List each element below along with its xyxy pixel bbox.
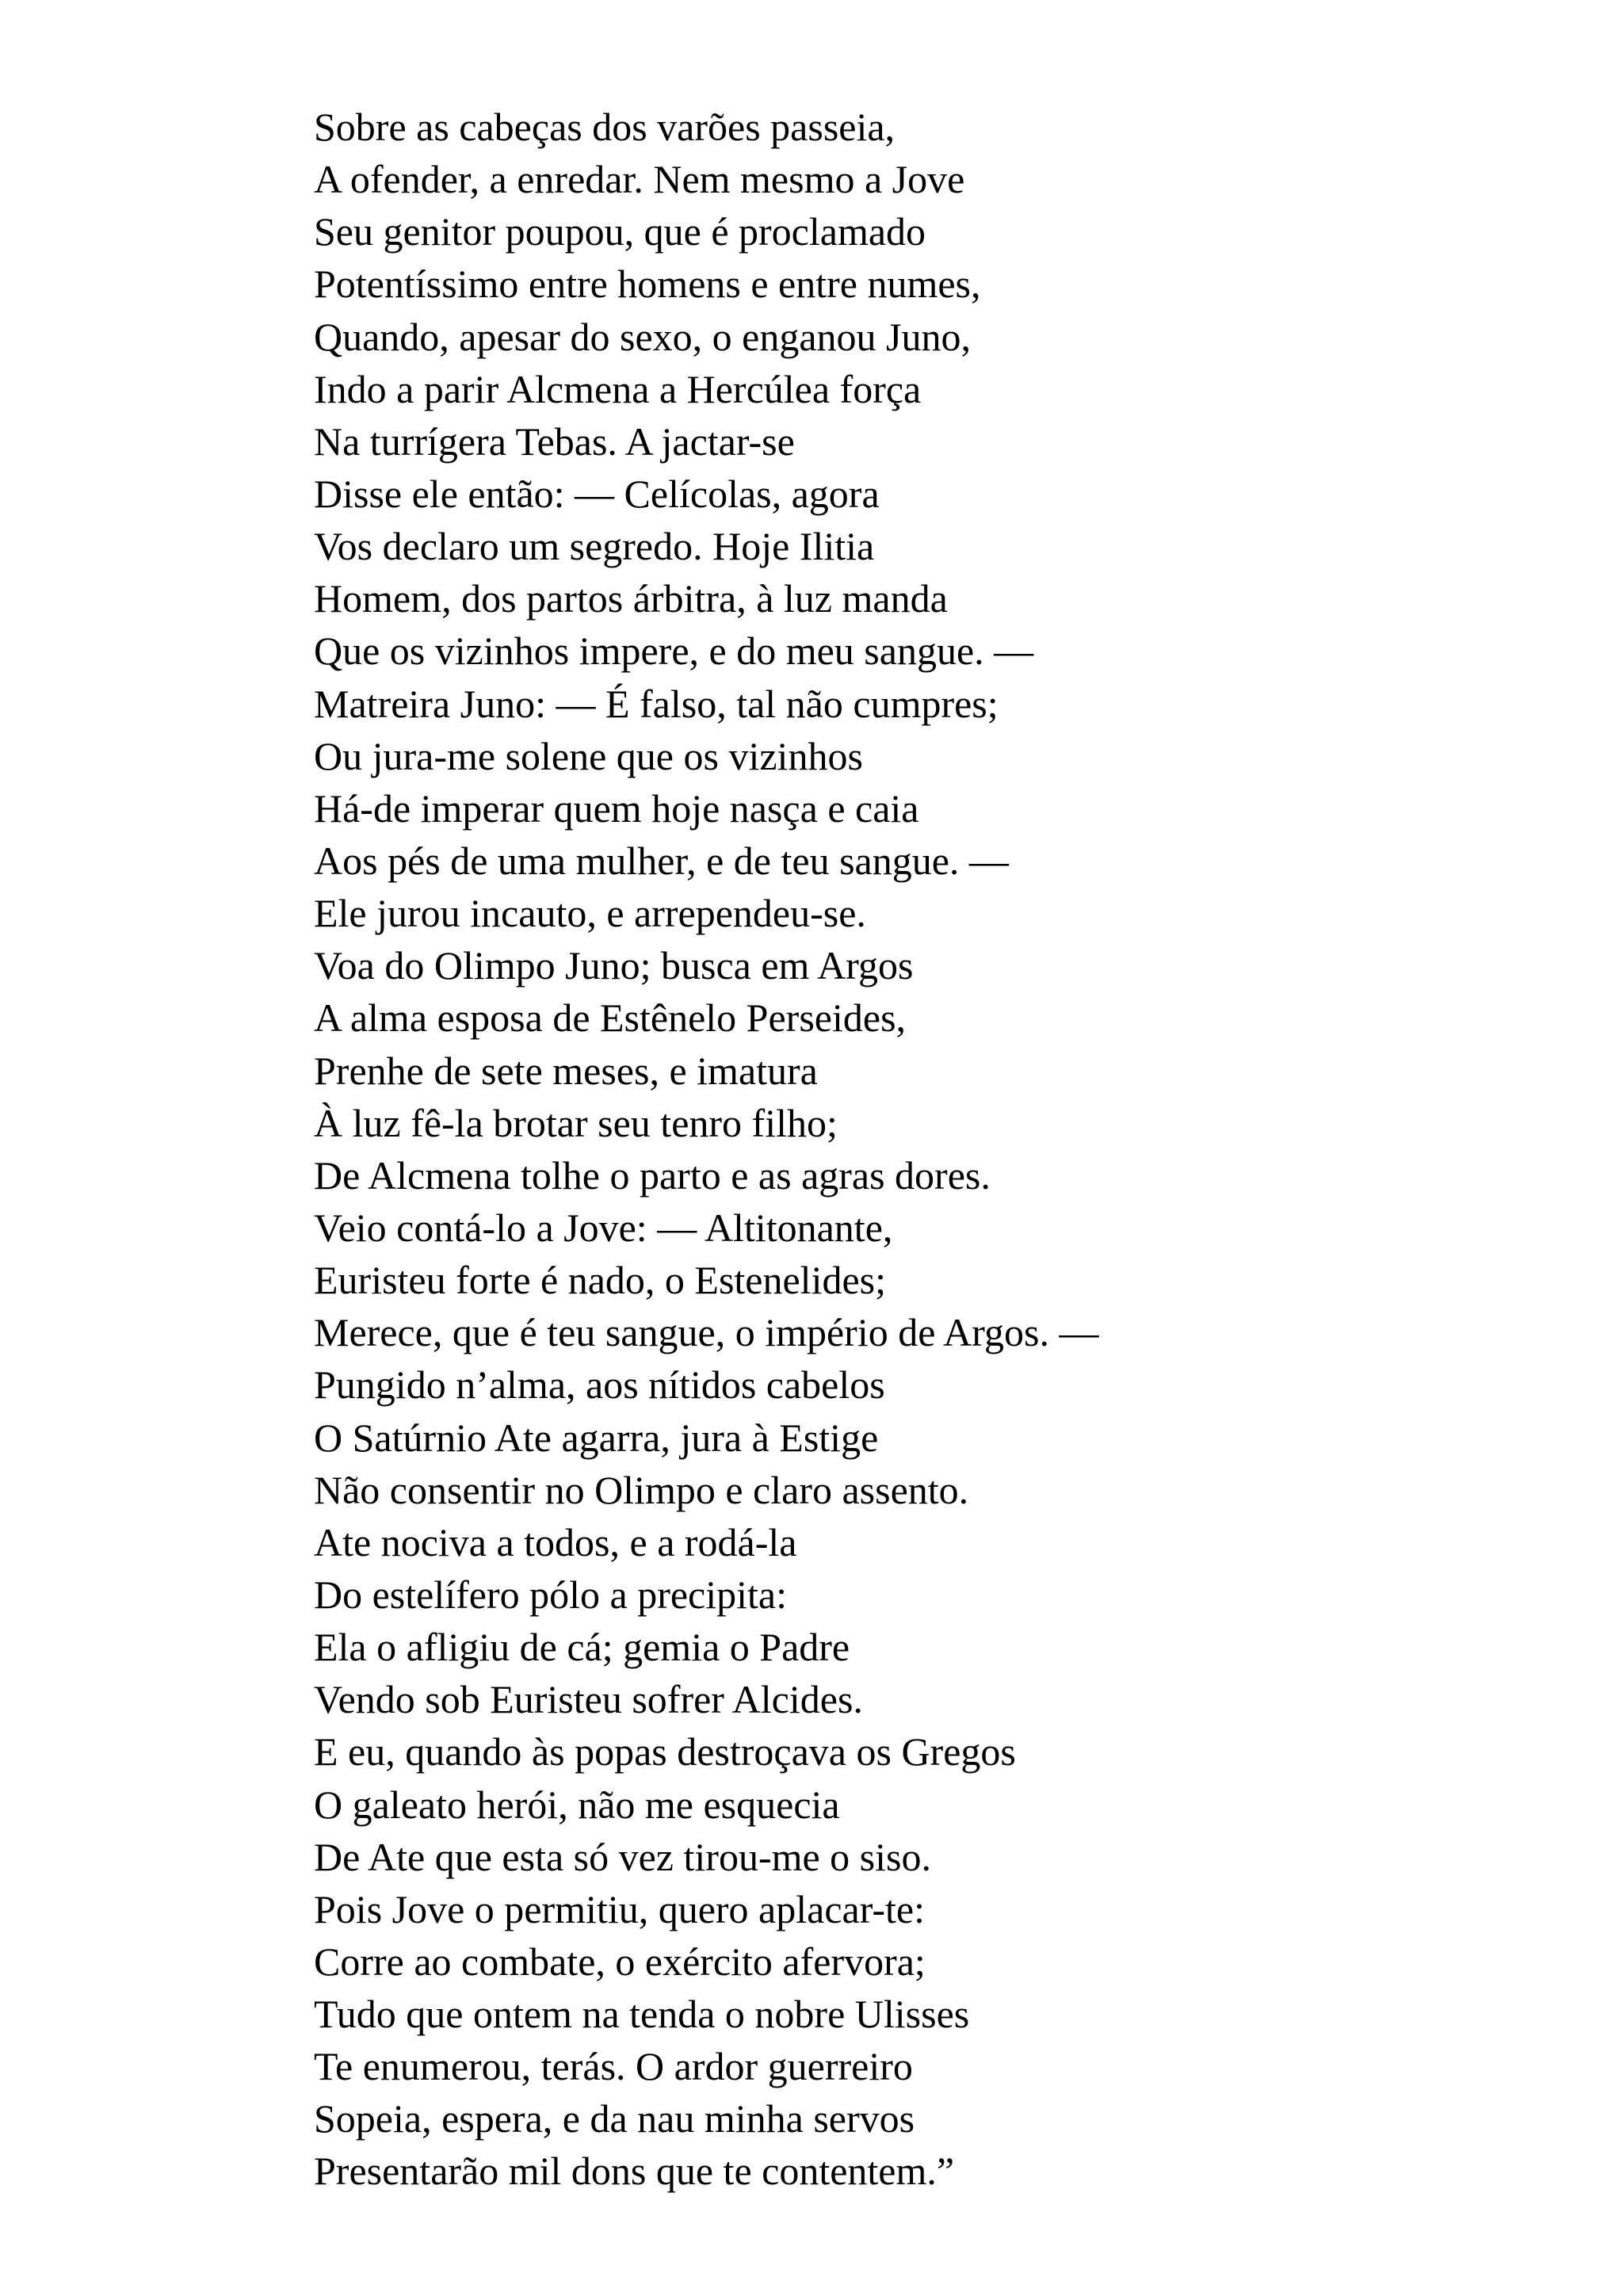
poem-line-2: A ofender, a enredar. Nem mesmo a Jove [314,157,965,202]
poem-line-15: Aos pés de uma mulher, e de teu sangue. — [314,838,1009,883]
poem-line-5: Quando, apesar do sexo, o enganou Juno, [314,314,971,359]
poem-line-40: Presentarão mil dons que te contentem.” [314,2149,955,2194]
poem-line-23: Euristeu forte é nado, o Estenelides; [314,1258,886,1303]
poem-line-14: Há-de imperar quem hoje nasça e caia [314,785,919,831]
poem-line-21: De Alcmena tolhe o parto e as agras dores. [314,1152,991,1198]
poem-line-9: Vos declaro um segredo. Hoje Ilitia [314,524,875,569]
poem-line-22: Veio contá-lo a Jove: — Altitonante, [314,1205,893,1250]
poem-line-17: Voa do Olimpo Juno; busca em Argos [314,943,914,988]
poem-line-20: À luz fê-la brotar seu tenro filho; [314,1100,838,1145]
poem-line-1: Sobre as cabeças dos varões passeia, [314,105,896,149]
poem-line-3: Seu genitor poupou, que é proclamado [314,209,926,254]
poem-line-30: Ela o afligiu de cá; gemia o Padre [314,1625,850,1670]
poem-line-13: Ou jura-me solene que os vizinhos [314,733,863,778]
poem-line-36: Corre ao combate, o exército afervora; [314,1939,926,1984]
poem-line-28: Ate nociva a todos, e a rodá-la [314,1519,797,1564]
poem-line-25: Pungido n’alma, aos nítidos cabelos [314,1362,885,1408]
poem-line-18: A alma esposa de Estênelo Perseides, [314,995,907,1041]
poem-line-11: Que os vizinhos impere, e do meu sangue. — [314,628,1034,674]
poem-line-10: Homem, dos partos árbitra, à luz manda [314,576,948,621]
poem-line-26: O Satúrnio Ate agarra, jura à Estige [314,1415,879,1460]
poem-line-6: Indo a parir Alcmena a Hercúlea força [314,366,922,411]
poem-line-34: De Ate que esta só vez tirou-me o siso. [314,1834,931,1879]
poem-line-7: Na turrígera Tebas. A jactar-se [314,418,795,464]
poem-text [314,101,1098,2198]
poem-line-12: Matreira Juno: — É falso, tal não cumpres; [314,681,999,726]
poem-line-27: Não consentir no Olimpo e claro assento. [314,1467,969,1512]
poem-line-29: Do estelífero pólo a precipita: [314,1572,787,1617]
poem-line-16: Ele jurou incauto, e arrependeu-se. [314,891,866,936]
poem-line-38: Te enumerou, terás. O ardor guerreiro [314,2044,913,2089]
poem-line-37: Tudo que ontem na tenda o nobre Ulisses [314,1992,970,2037]
poem-line-31: Vendo sob Euristeu sofrer Alcides. [314,1677,863,1722]
poem-line-24: Merece, que é teu sangue, o império de Argos. — [314,1310,1099,1355]
poem-line-8: Disse ele então: — Celícolas, agora [314,471,880,516]
poem-line-33: O galeato herói, não me esquecia [314,1782,840,1827]
poem-line-19: Prenhe de sete meses, e imatura [314,1048,818,1093]
poem-line-39: Sopeia, espera, e da nau minha servos [314,2096,915,2141]
poem-line-4: Potentíssimo entre homens e entre numes, [314,262,981,307]
poem-line-32: E eu, quando às popas destroçava os Gregos [314,1729,1016,1775]
poem-line-35: Pois Jove o permitiu, quero aplacar-te: [314,1886,925,1931]
